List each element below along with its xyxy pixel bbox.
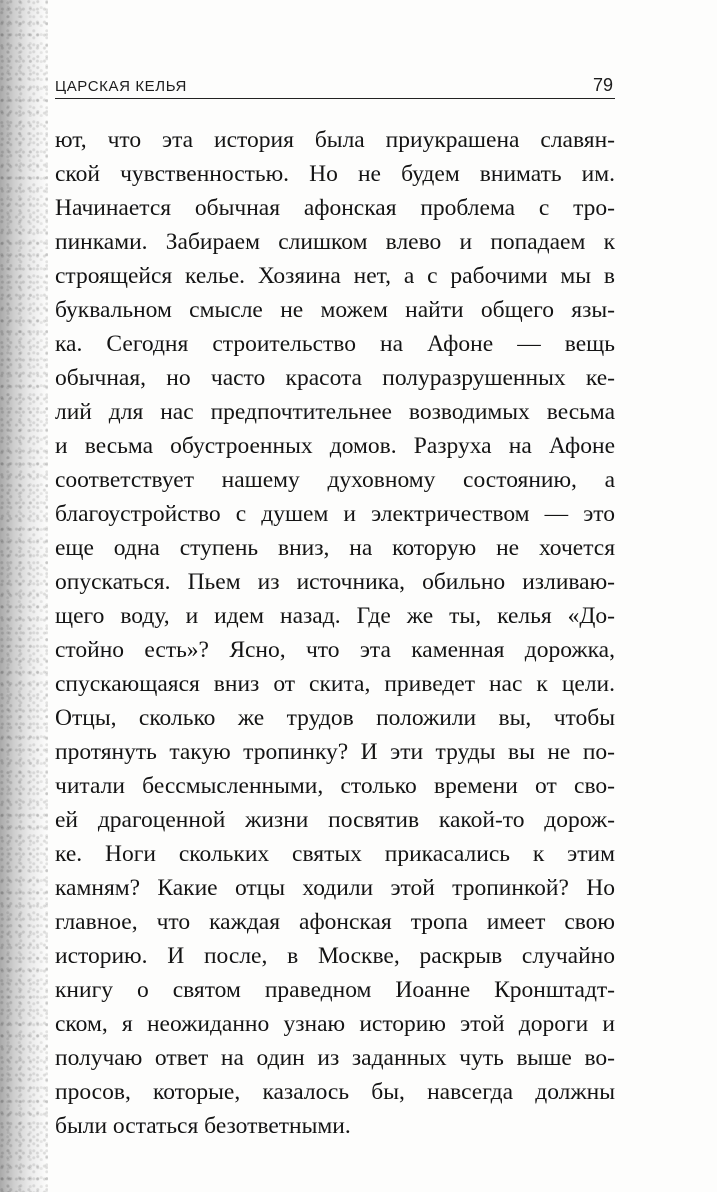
text-line: историю. И после, в Москве, раскрыв случайно xyxy=(55,943,615,969)
text-line: ей драгоценной жизни посвятив какой-то дорож- xyxy=(55,807,615,833)
page-number: 79 xyxy=(592,75,613,95)
text-line: ском, я неожиданно узнаю историю этой дороги и xyxy=(55,1011,615,1037)
running-header xyxy=(55,72,615,99)
text-line: строящейся келье. Хозяина нет, а с рабочими мы в xyxy=(55,263,615,289)
running-title: ЦАРСКАЯ КЕЛЬЯ xyxy=(55,78,187,95)
text-line: главное, что каждая афонская тропа имеет свою xyxy=(55,909,615,935)
text-line: буквальном смысле не можем найти общего язы- xyxy=(55,297,615,323)
text-line: ют, что эта история была приукрашена славян- xyxy=(55,127,615,153)
text-line: и весьма обустроенных домов. Разруха на Афоне xyxy=(55,433,615,459)
text-line: благоустройство с душем и электричеством — это xyxy=(55,501,615,527)
text-line: камням? Какие отцы ходили этой тропинкой? Но xyxy=(55,875,615,901)
text-line: Начинается обычная афонская проблема с тро- xyxy=(55,195,615,221)
text-line: стойно есть»? Ясно, что эта каменная дорожка, xyxy=(55,637,615,663)
text-line: обычная, но часто красота полуразрушенных ке- xyxy=(55,365,615,391)
text-line: соответствует нашему духовному состоянию, а xyxy=(55,467,615,493)
text-line: Отцы, сколько же трудов положили вы, чтобы xyxy=(55,705,615,731)
text-line: протянуть такую тропинку? И эти труды вы не по- xyxy=(55,739,615,765)
text-line: ской чувственностью. Но не будем внимать им. xyxy=(55,161,615,187)
text-line: ке. Ноги скольких святых прикасались к этим xyxy=(55,841,615,867)
text-line: еще одна ступень вниз, на которую не хочется xyxy=(55,535,615,561)
text-line: опускаться. Пьем из источника, обильно изливаю- xyxy=(55,569,615,595)
text-line: книгу о святом праведном Иоанне Кронштадт- xyxy=(55,977,615,1003)
text-line: лий для нас предпочтительнее возводимых весьма xyxy=(55,399,615,425)
text-line: получаю ответ на один из заданных чуть выше во- xyxy=(55,1045,615,1071)
text-line: читали бессмысленными, столько времени от сво- xyxy=(55,773,615,799)
text-line: просов, которые, казалось бы, навсегда должны xyxy=(55,1079,615,1105)
text-line: спускающаяся вниз от скита, приведет нас к цели. xyxy=(55,671,615,697)
text-line: ка. Сегодня строительство на Афоне — вещь xyxy=(55,331,615,357)
text-line: пинками. Забираем слишком влево и попадаем к xyxy=(55,229,615,255)
binding-shadow xyxy=(0,0,48,1192)
body-text xyxy=(55,123,615,1143)
text-line: были остаться безответными. xyxy=(55,1113,351,1139)
text-line: щего воду, и идем назад. Где же ты, келья «До- xyxy=(55,603,615,629)
